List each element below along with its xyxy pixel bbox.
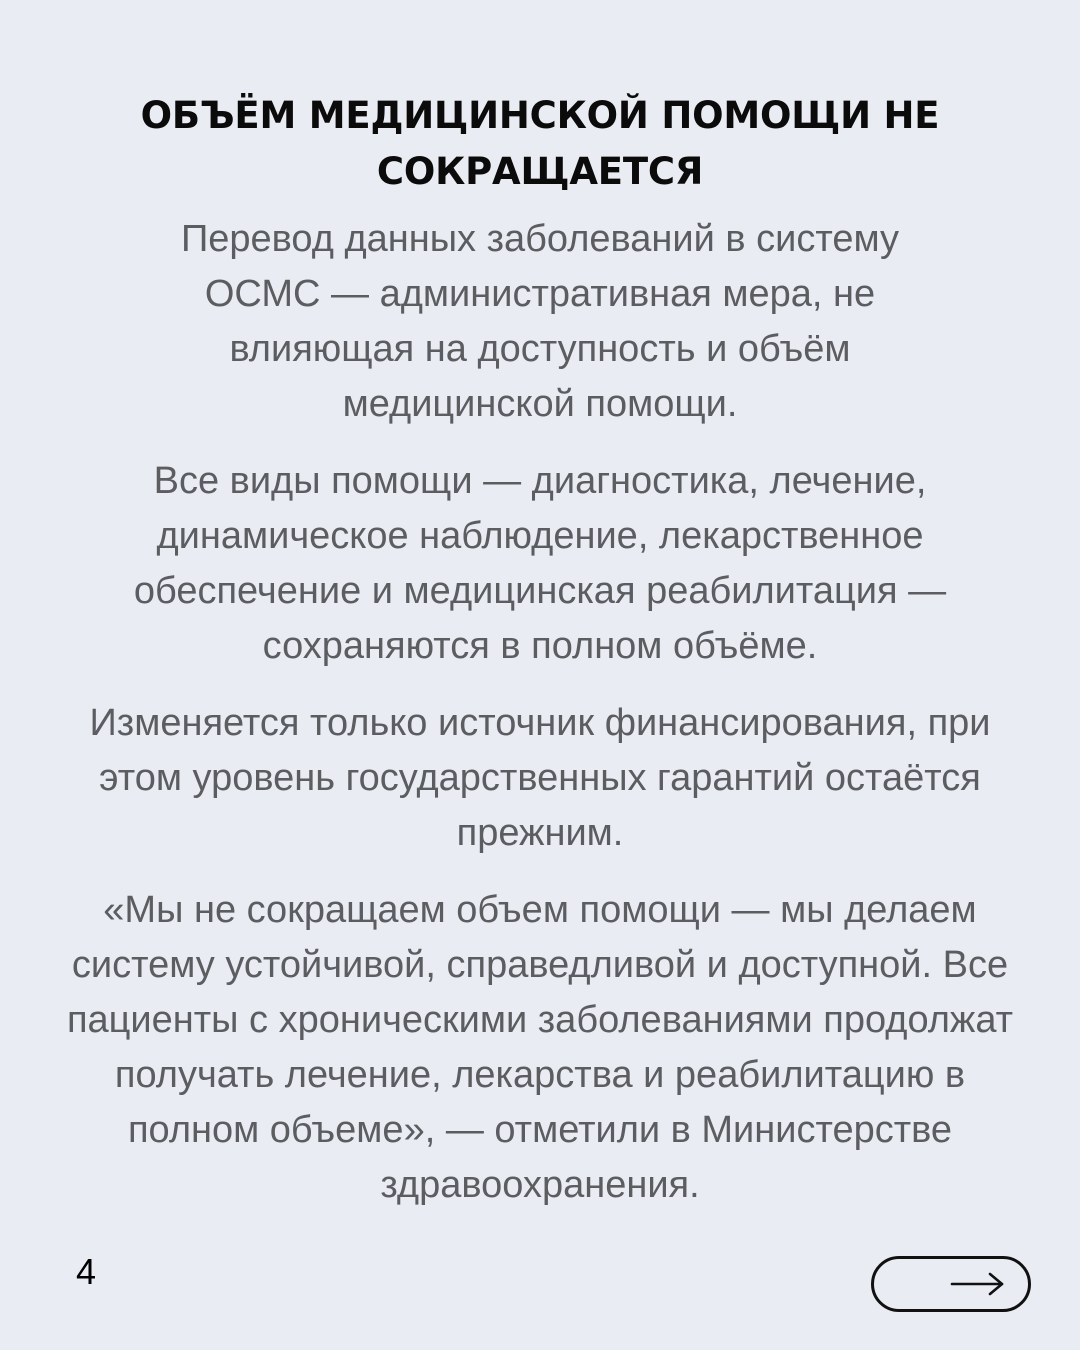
slide-content xyxy=(60,88,1020,1213)
arrow-right-icon xyxy=(950,1271,1006,1297)
slide-title: ОБЪЁМ МЕДИЦИНСКОЙ ПОМОЩИ НЕ СОКРАЩАЕТСЯ xyxy=(140,94,940,193)
paragraph-ministry-quote: «Мы не сокращаем объем помощи — мы делаем систему устойчивой, справедливой и доступной. Все пациенты с хроническими заболеваниями продолжат получать лечение, лекарства и реабилитацию в полном объеме», — отметили в Министерстве здравоохранения. xyxy=(66,889,1014,1206)
paragraph-transfer: Перевод данных заболеваний в систему ОСМС — административная мера, не влияющая на доступность и объём медицинской помощи. xyxy=(180,218,900,425)
page-number: 4 xyxy=(76,1251,97,1292)
next-slide-button[interactable] xyxy=(871,1256,1031,1312)
paragraph-types-of-care: Все виды помощи — диагностика, лечение, динамическое наблюдение, лекарственное обеспечение и медицинская реабилитация — сохраняются в полном объёме. xyxy=(133,460,947,667)
paragraph-funding-source: Изменяется только источник финансирования, при этом уровень государственных гарантий остаётся прежним. xyxy=(89,702,991,854)
